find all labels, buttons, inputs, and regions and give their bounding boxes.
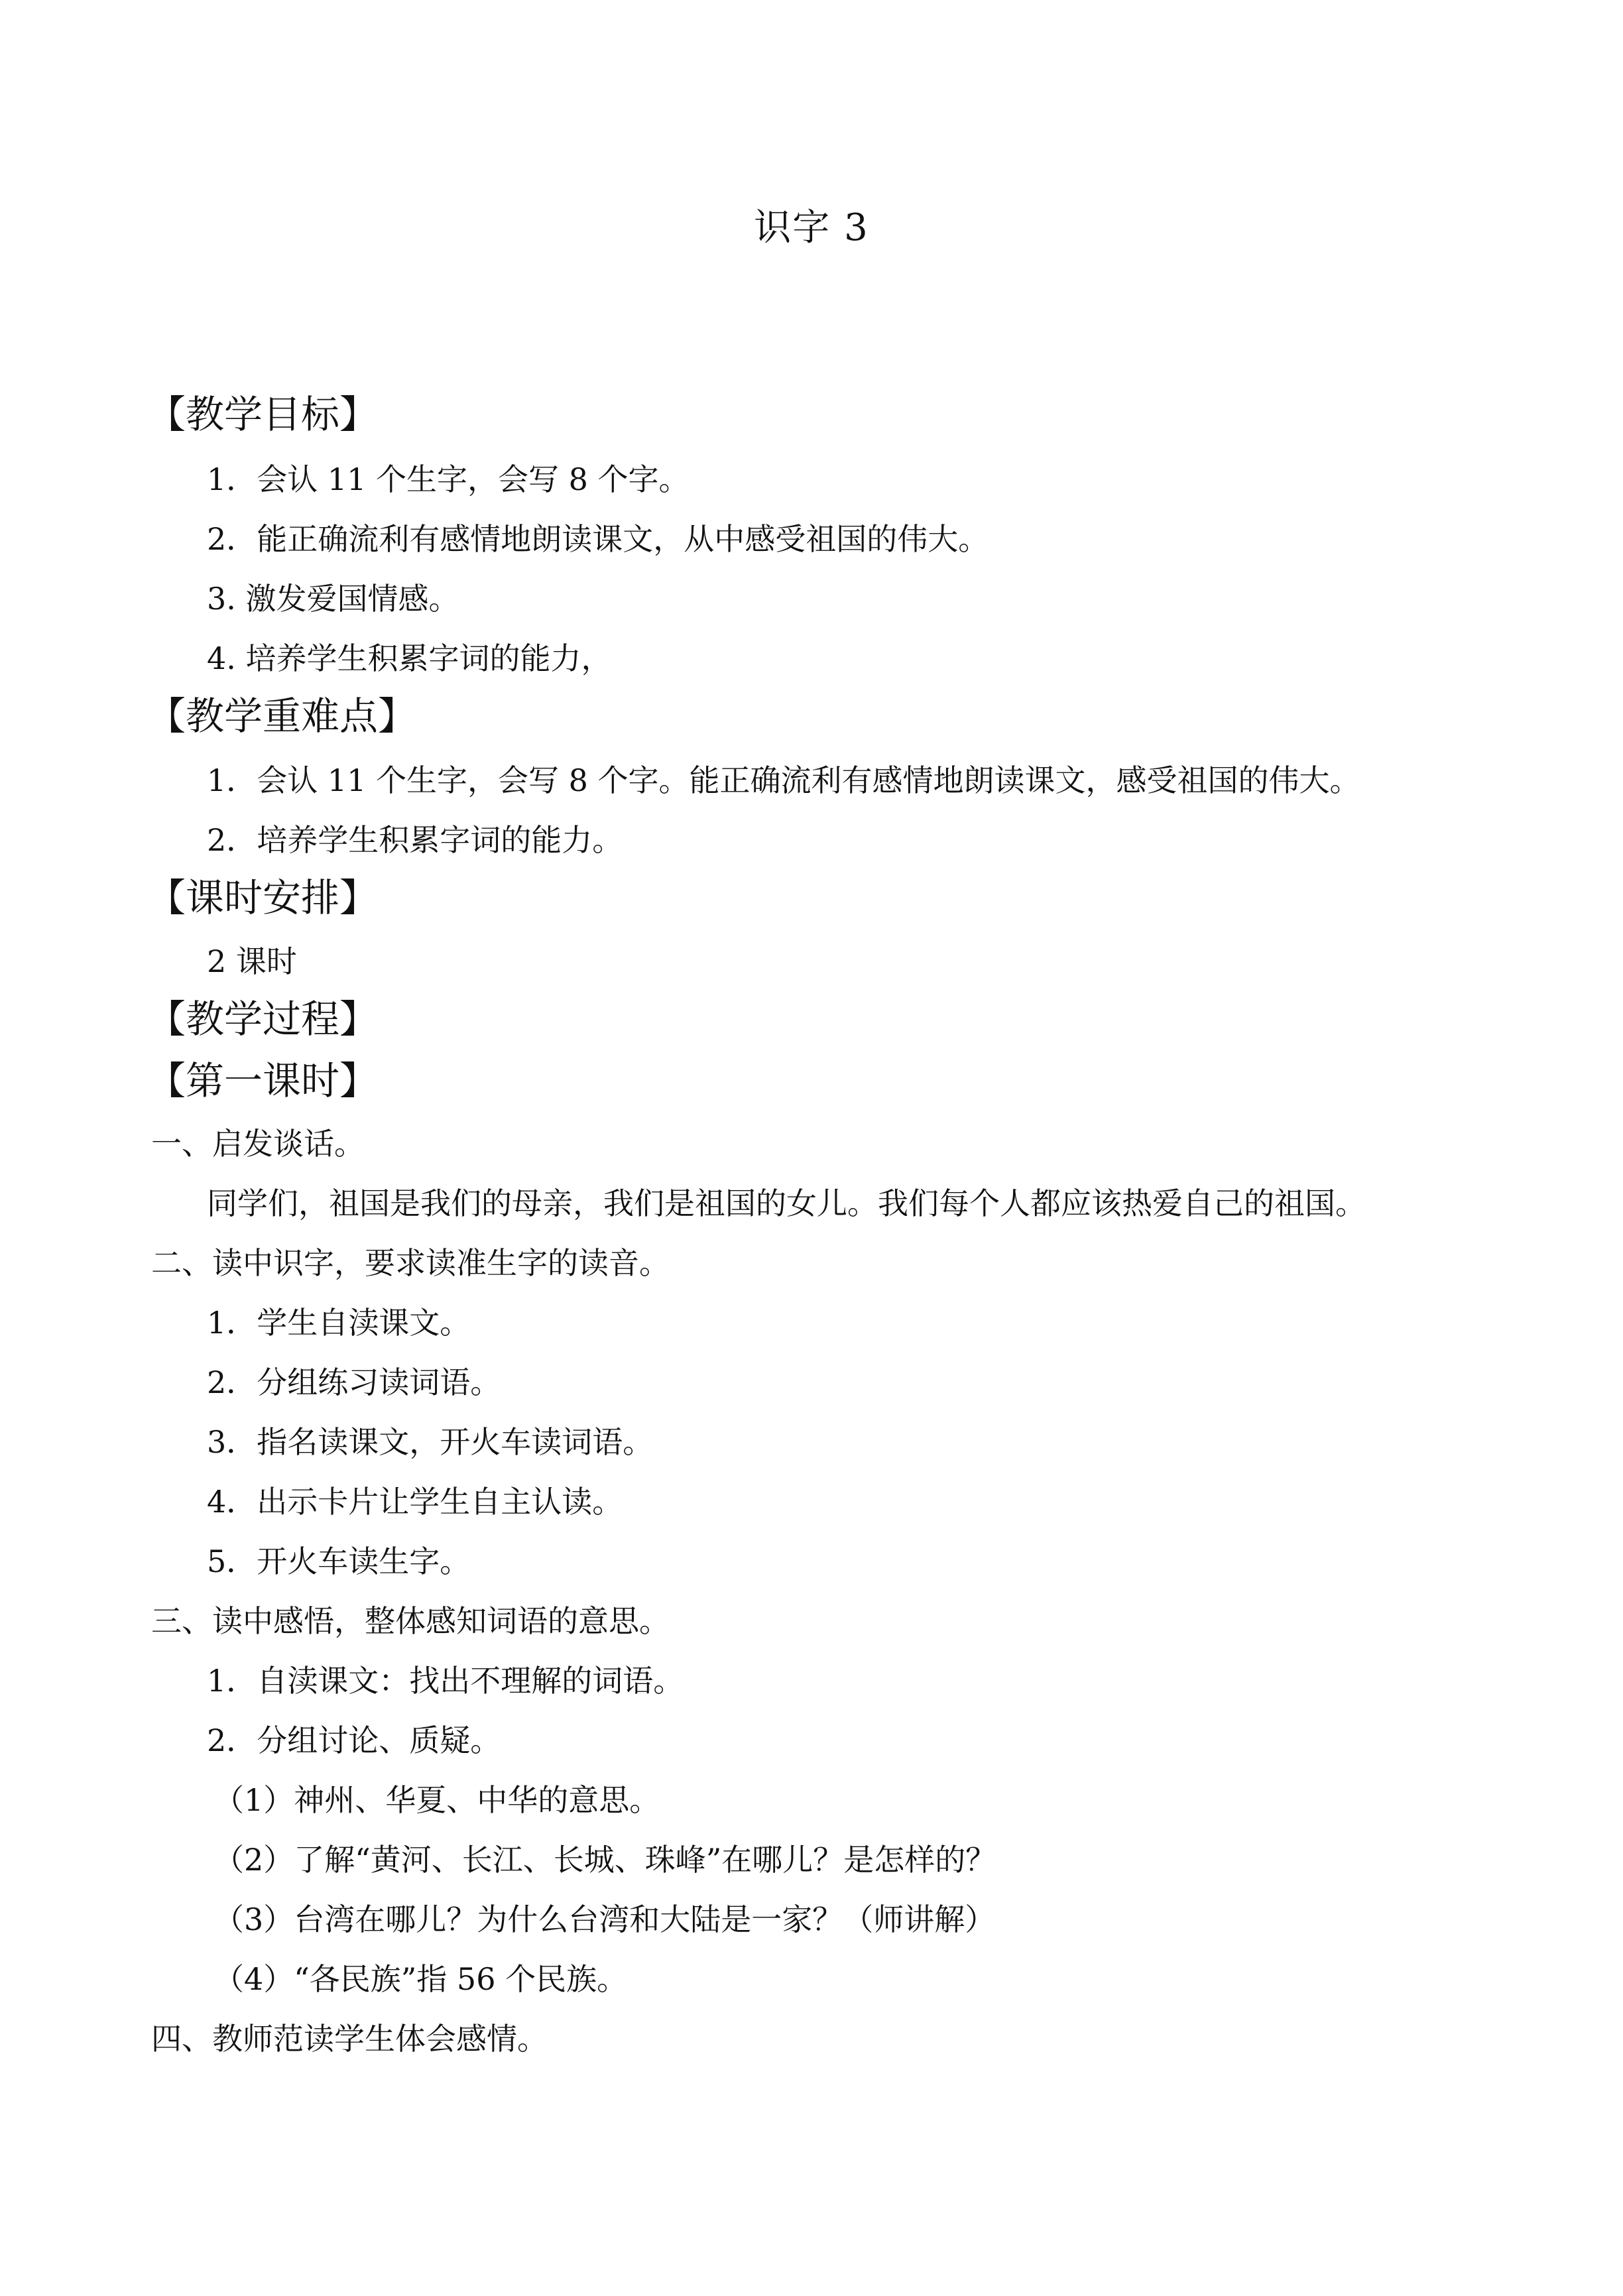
step3-subitem-4: （4）“各民族”指 56 个民族。 [213, 1961, 628, 1997]
step2-item-1: 1．学生自渎课文。 [207, 1305, 471, 1341]
process-heading: 【教学过程】 [147, 997, 379, 1042]
schedule-text: 2 课时 [207, 943, 297, 979]
step3-subitem-1: （1）神州、华夏、中华的意思。 [213, 1782, 660, 1818]
step1-title: 一、启发谈话。 [151, 1126, 365, 1162]
step3-subitem-3: （3）台湾在哪儿？为什么台湾和大陆是一家？（师讲解） [213, 1902, 996, 1937]
step2-title: 二、读中识字，要求读准生字的读音。 [151, 1245, 670, 1281]
step2-item-3: 3．指名读课文，开火车读词语。 [207, 1424, 654, 1460]
step3-subitem-2: （2）了解“黄河、长江、长城、珠峰”在哪儿？是怎样的？ [213, 1842, 996, 1878]
objective-item-2: 2．能正确流利有感情地朗读课文，从中感受祖国的伟大。 [207, 521, 989, 557]
objective-item-4: 4. 培养学生积累字词的能力， [207, 640, 612, 676]
step4-title: 四、教师范读学生体会感情。 [151, 2021, 548, 2057]
objective-item-3: 3. 激发爱国情感。 [207, 581, 459, 617]
objective-item-1: 1．会认 11 个生字，会写 8 个字。 [207, 461, 690, 497]
objectives-heading: 【教学目标】 [147, 392, 379, 437]
step3-item-2: 2．分组讨论、质疑。 [207, 1722, 501, 1758]
step3-item-1: 1．自渎课文：找出不理解的词语。 [207, 1663, 684, 1699]
step2-item-4: 4．出示卡片让学生自主认读。 [207, 1484, 623, 1520]
step1-text: 同学们，祖国是我们的母亲，我们是祖国的女儿。我们每个人都应该热爱自己的祖国。 [207, 1185, 1366, 1221]
lesson1-heading: 【第一课时】 [147, 1058, 379, 1103]
key-point-item-1: 1．会认 11 个生字，会写 8 个字。能正确流利有感情地朗读课文，感受祖国的伟大。 [207, 762, 1360, 798]
key-points-heading: 【教学重难点】 [147, 694, 417, 739]
step2-item-5: 5．开火车读生字。 [207, 1543, 471, 1579]
step2-item-2: 2．分组练习读词语。 [207, 1364, 501, 1400]
schedule-heading: 【课时安排】 [147, 875, 379, 920]
page-title: 识字 3 [754, 206, 869, 249]
step3-title: 三、读中感悟，整体感知词语的意思。 [151, 1603, 670, 1639]
key-point-item-2: 2．培养学生积累字词的能力。 [207, 822, 623, 858]
